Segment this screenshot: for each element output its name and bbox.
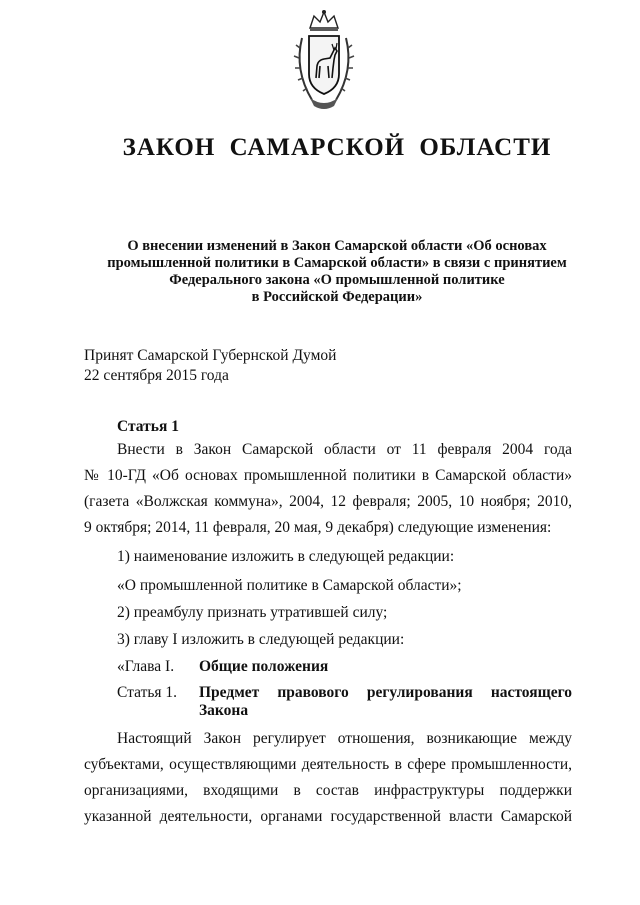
subtitle-line: Федерального закона «О промышленной политике xyxy=(169,272,505,288)
list-item: 2) преамбулу признать утратившей силу; xyxy=(117,604,388,621)
section-title-line: Закона xyxy=(199,702,249,719)
paragraph-line: (газета «Волжская коммуна», 2004, 12 февраля; 2005, 10 ноября; 2010, xyxy=(84,493,572,510)
list-item: 1) наименование изложить в следующей редакции: xyxy=(117,548,455,565)
subtitle-line: в Российской Федерации» xyxy=(251,289,423,305)
law-title: ЗАКОН САМАРСКОЙ ОБЛАСТИ xyxy=(122,134,552,161)
paragraph-line: № 10-ГД «Об основах промышленной политики в Самарской области» xyxy=(84,467,572,484)
article-heading: Статья 1 xyxy=(117,418,179,435)
samara-coat-of-arms-emblem xyxy=(290,8,358,112)
paragraph-line: организациями, входящими в состав инфраструктуры поддержки xyxy=(84,782,572,799)
paragraph-line: указанной деятельности, органами государственной власти Самарской xyxy=(84,808,572,825)
subtitle-line: промышленной политики в Самарской области» в связи с принятием xyxy=(107,255,567,271)
chapter-label: «Глава I. xyxy=(117,658,175,675)
paragraph-line: Настоящий Закон регулирует отношения, возникающие между xyxy=(117,730,572,747)
chapter-title: Общие положения xyxy=(199,658,329,675)
quoted-name: «О промышленной политике в Самарской области»; xyxy=(117,577,462,594)
list-item: 3) главу I изложить в следующей редакции: xyxy=(117,631,405,648)
subtitle-line: О внесении изменений в Закон Самарской области «Об основах xyxy=(127,238,547,254)
paragraph-line: Внести в Закон Самарской области от 11 февраля 2004 года xyxy=(117,441,572,458)
law-subtitle xyxy=(82,238,592,306)
paragraph-line: субъектами, осуществляющими деятельность в сфере промышленности, xyxy=(84,756,572,773)
adopted-by: Принят Самарской Губернской Думой xyxy=(84,347,337,364)
adopted-date: 22 сентября 2015 года xyxy=(84,367,229,384)
paragraph-line: 9 октября; 2014, 11 февраля, 20 мая, 9 декабря) следующие изменения: xyxy=(84,519,552,536)
adoption-info xyxy=(84,346,336,386)
section-label: Статья 1. xyxy=(117,684,178,701)
section-title-line: Предмет правового регулирования настоящего xyxy=(199,684,572,701)
